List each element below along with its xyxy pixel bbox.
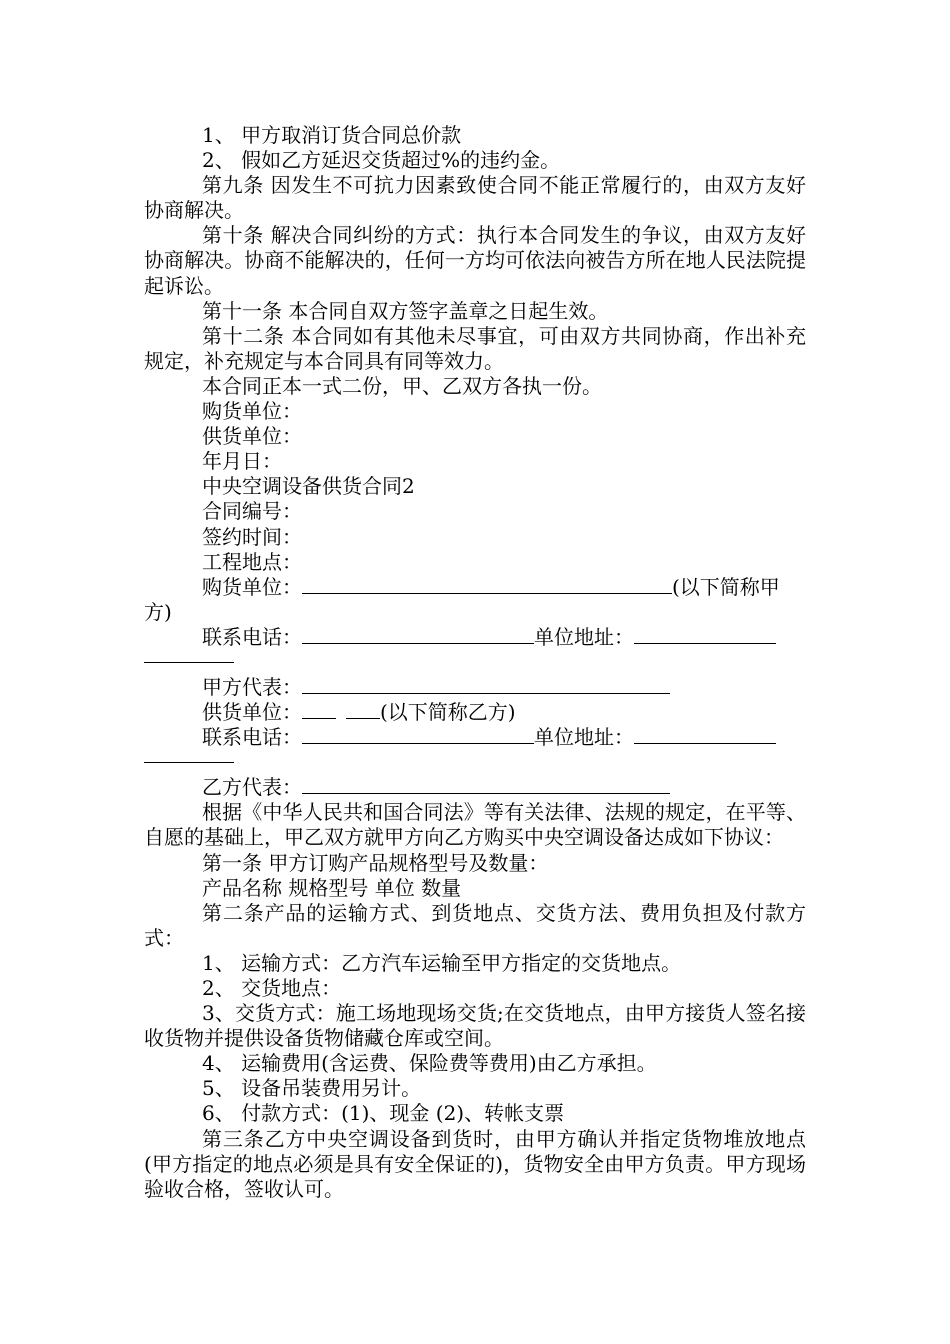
article-2: 第二条产品的运输方式、到货地点、交货方法、费用负担及付款方式： — [144, 900, 806, 950]
phone-row-b — [144, 725, 806, 750]
supplier-suffix: (以下简称乙方) — [380, 700, 516, 725]
article-9: 第九条 因发生不可抗力因素致使合同不能正常履行的，由双方友好协商解决。 — [144, 173, 806, 223]
copies-statement: 本合同正本一式二份，甲、乙双方各执一份。 — [202, 373, 602, 398]
rep-b-row — [144, 775, 806, 800]
article-3: 第三条乙方中央空调设备到货时，由甲方确认并指定货物堆放地点(甲方指定的地点必须是具有安全保证的)，货物安全由甲方负责。甲方现场验收合格，签收认可。 — [144, 1126, 806, 1201]
contract-number-label: 合同编号： — [202, 499, 302, 524]
address-blank-a — [634, 642, 776, 644]
phone-label-a: 联系电话： — [202, 624, 302, 649]
sign-time-label: 签约时间： — [202, 524, 302, 549]
article-10: 第十条 解决合同纠纷的方式：执行本合同发生的争议，由双方友好协商解决。协商不能解决的，任何一方均可依法向被告方所在地人民法院提起诉讼。 — [144, 223, 806, 298]
article-2-item-6: 6、 付款方式：(1)、现金 (2)、转帐支票 — [202, 1101, 565, 1126]
preamble: 根据《中华人民共和国合同法》等有关法律、法规的规定，在平等、自愿的基础上，甲乙双方就甲方向乙方购买中央空调设备达成如下协议： — [144, 800, 806, 850]
rep-a-label: 甲方代表： — [202, 674, 302, 699]
address-blank-b-wrap — [144, 750, 806, 775]
date-label: 年月日： — [202, 449, 282, 474]
buyer-field-row — [144, 575, 806, 600]
clause-item-2: 2、 假如乙方延迟交货超过%的违约金。 — [202, 148, 561, 173]
supplier-signature-label: 供货单位： — [202, 424, 302, 449]
article-2-item-2: 2、 交货地点： — [202, 976, 342, 1000]
article-2-item-5: 5、 设备吊装费用另计。 — [202, 1076, 422, 1101]
buyer-suffix-wrap: 方) — [144, 599, 172, 624]
rep-a-row — [144, 675, 806, 700]
buyer-blank — [302, 592, 672, 594]
buyer-signature-label: 购货单位： — [202, 399, 302, 424]
article-11: 第十一条 本合同自双方签字盖章之日起生效。 — [202, 298, 609, 323]
article-12: 第十二条 本合同如有其他未尽事宜，可由双方共同协商，作出补充规定，补充规定与本合同具有同等效力。 — [144, 323, 806, 373]
address-blank-b-continued — [144, 762, 234, 763]
address-blank-b — [634, 742, 776, 744]
article-1: 第一条 甲方订购产品规格型号及数量： — [202, 850, 549, 875]
buyer-label: 购货单位： — [202, 574, 302, 599]
article-2-item-1: 1、 运输方式：乙方汽车运输至甲方指定的交货地点。 — [202, 950, 682, 975]
contract-title: 中央空调设备供货合同2 — [202, 474, 415, 499]
address-label-b: 单位地址： — [534, 725, 634, 750]
address-blank-a-continued — [144, 662, 234, 663]
rep-b-label: 乙方代表： — [202, 775, 302, 800]
rep-b-blank — [302, 792, 670, 794]
buyer-suffix: (以下简称甲 — [672, 574, 780, 599]
article-2-item-4: 4、 运输费用(含运费、保险费等费用)由乙方承担。 — [202, 1051, 657, 1076]
phone-row-a — [144, 625, 806, 650]
supplier-field-row — [144, 700, 806, 725]
product-table-header: 产品名称 规格型号 单位 数量 — [202, 875, 462, 900]
phone-blank-b — [302, 742, 534, 744]
project-location-label: 工程地点： — [202, 549, 302, 574]
phone-label-b: 联系电话： — [202, 725, 302, 750]
article-2-item-3: 3、交货方式：施工场地现场交货;在交货地点，由甲方接货人签名接收货物并提供设备货物储藏仓库或空间。 — [144, 1001, 806, 1051]
supplier-blank-2 — [346, 717, 380, 719]
address-blank-a-wrap — [144, 650, 806, 675]
clause-item-1: 1、 甲方取消订货合同总价款 — [202, 123, 462, 147]
phone-blank-a — [302, 642, 534, 644]
supplier-blank-1 — [302, 717, 336, 719]
supplier-label: 供货单位： — [202, 700, 302, 725]
rep-a-blank — [302, 692, 670, 694]
address-label-a: 单位地址： — [534, 624, 634, 649]
